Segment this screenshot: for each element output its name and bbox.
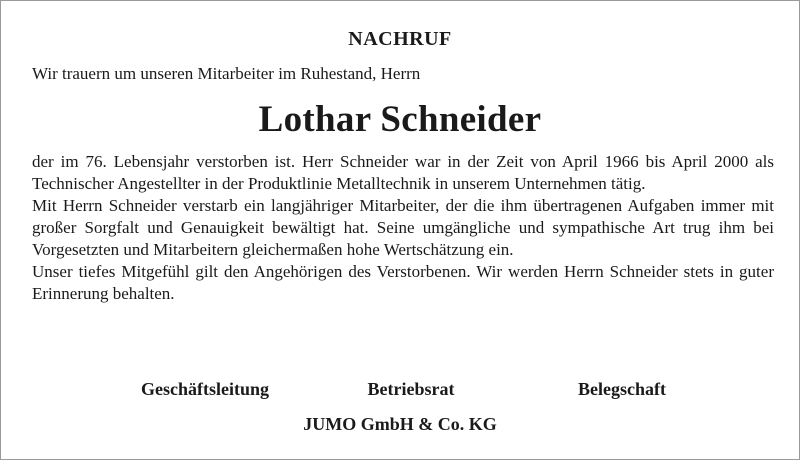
signatory-management: Geschäftsleitung xyxy=(141,379,269,399)
body-paragraph-3: Unser tiefes Mitgefühl gilt den Angehörigen des Verstorbenen. Wir werden Herrn Schneider stets in guter Erinnerung behalten. xyxy=(32,262,774,303)
body-paragraph-2: Mit Herrn Schneider verstarb ein langjähriger Mitarbeiter, der die ihm übertragenen Aufgaben immer mit großer Sorgfalt und Genauigkeit bewältigt hat. Seine umgängliche und sympathische Art trug ihm bei Vorgesetzten und Mitarbeitern gleichermaßen hohe Wertschätzung ein. xyxy=(32,196,774,259)
notice-body xyxy=(32,151,774,305)
deceased-name: Lothar Schneider xyxy=(258,99,542,140)
signatory-works-council: Betriebsrat xyxy=(367,379,455,399)
notice-heading: NACHRUF xyxy=(348,28,452,50)
intro-line: Wir trauern um unseren Mitarbeiter im Ruhestand, Herrn xyxy=(32,64,421,83)
company-name: JUMO GmbH & Co. KG xyxy=(303,414,497,434)
body-paragraph-1: der im 76. Lebensjahr verstorben ist. Herr Schneider war in der Zeit von April 1966 bis April 2000 als Technischer Angestellter in der Produktlinie Metalltechnik in unserem Unternehmen tätig. xyxy=(32,152,774,193)
signatory-staff: Belegschaft xyxy=(578,379,666,399)
